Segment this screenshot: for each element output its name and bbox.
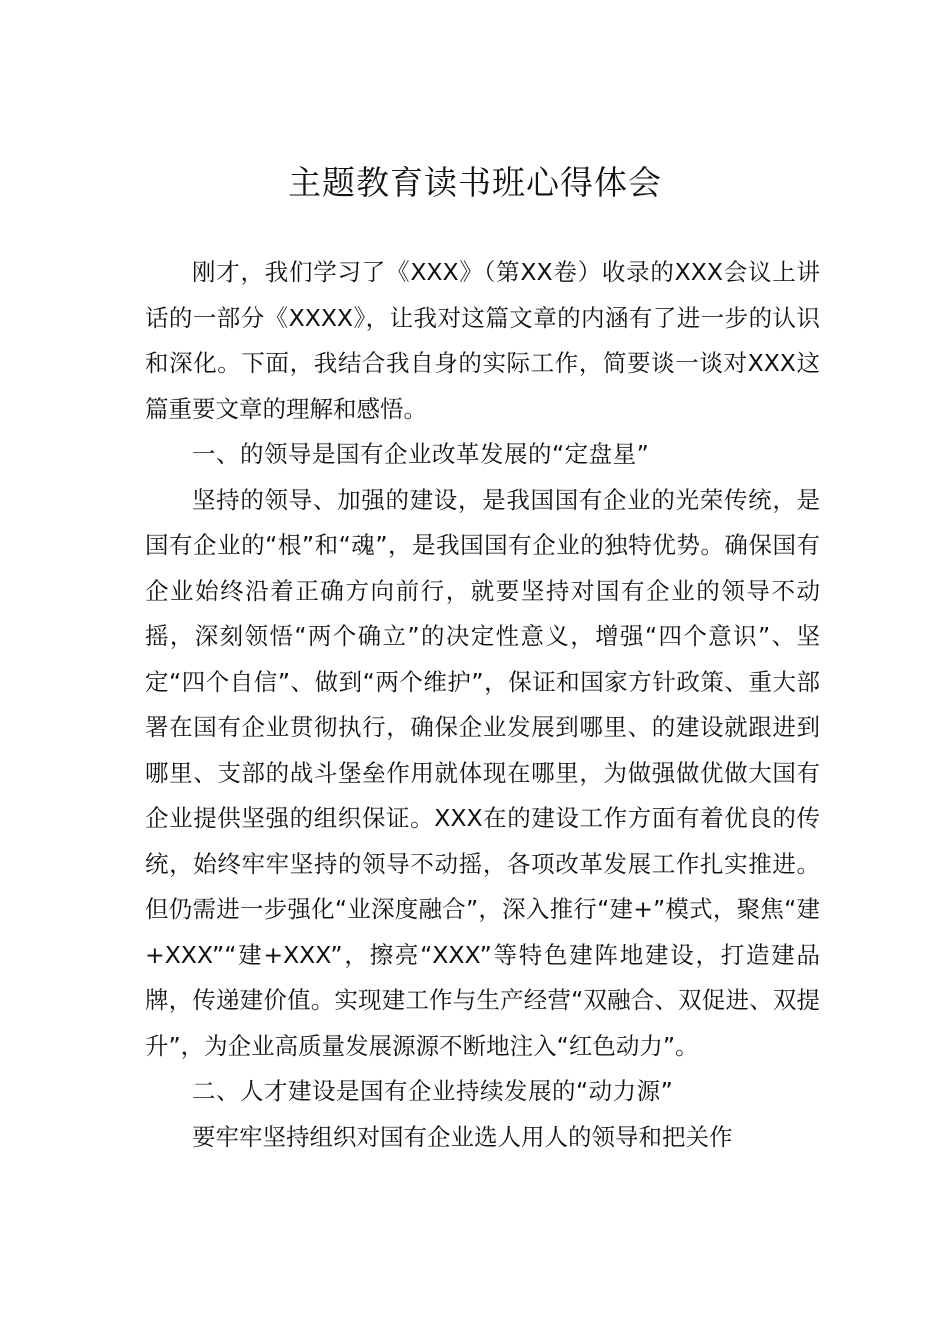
paragraph-section-2: 要牢牢坚持组织对国有企业选人用人的领导和把关作 [192,1122,733,1151]
document-body [145,250,820,1160]
paragraph-section-1: 坚持的领导、加强的建设，是我国国有企业的光荣传统，是国有企业的“根”和“魂”，是我国国有企业的独特优势。确保国有企业始终沿着正确方向前行，就要坚持对国有企业的领导不动摇，深刻领悟“两个确立”的决定性意义，增强“四个意识”、坚定“四个自信”、做到“两个维护”，保证和国家方针政策、重大部署在国有企业贯彻执行，确保企业发展到哪里、的建设就跟进到哪里、支部的战斗堡垒作用就体现在哪里，为做强做优做大国有企业提供坚强的组织保证。XXX在的建设工作方面有着优良的传统，始终牢牢坚持的领导不动摇，各项改革发展工作扎实推进。但仍需进一步强化“业深度融合”，深入推行“建+”模式，聚焦“建+XXX”“建+XXX”，擦亮“XXX”等特色建阵地建设，打造建品牌，传递建价值。实现建工作与生产经营“双融合、双促进、双提升”，为企业高质量发展源源不断地注入“红色动力”。 [145,485,820,1060]
page-title: 主题教育读书班心得体会 [288,163,662,202]
paragraph-intro: 刚才，我们学习了《XXX》（第XX卷）收录的XXX会议上讲话的一部分《XXXX》，让我对这篇文章的内涵有了进一步的认识和深化。下面，我结合我自身的实际工作，简要谈一谈对XXX这篇重要文章的理解和感悟。 [145,258,820,423]
section-heading-2: 二、人才建设是国有企业持续发展的“动力源” [192,1077,674,1105]
section-heading-1: 一、的领导是国有企业改革发展的“定盘星” [192,440,650,468]
